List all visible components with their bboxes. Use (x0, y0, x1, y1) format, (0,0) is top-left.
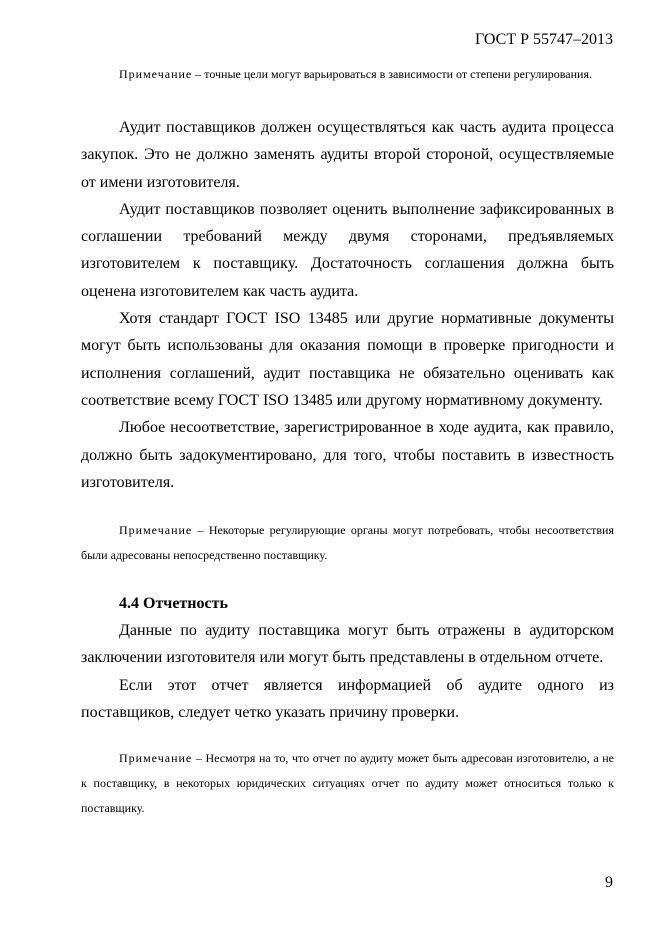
note-2 (81, 518, 614, 568)
note-dash: – (192, 523, 209, 538)
paragraph-3: Хотя стандарт ГОСТ ISO 13485 или другие нормативные документы могут быть использованы для оказания помощи в проверке пригодности и исполнения соглашений, аудит поставщика не обязательно оценивать как соответствие всему ГОСТ ISO 13485 или другому нормативному документу. (81, 310, 614, 409)
note-text: Несмотря на то, что отчет по аудиту может быть адресован изготовителю, а не к поставщику, в некоторых юридических ситуациях отчет по аудиту может относиться только к поставщику. (81, 751, 615, 816)
paragraph-1: Аудит поставщиков должен осуществляться как часть аудита процесса закупок. Это не должно заменять аудиты второй стороной, осуществляемые от имени изготовителя. (81, 119, 614, 191)
paragraph-2: Аудит поставщиков позволяет оценить выполнение зафиксированных в соглашении требований между двумя сторонами, предъявляемых изготовителем к поставщику. Достаточность соглашения должна быть оценена изготовителем как часть аудита. (81, 200, 614, 300)
note-text: точные цели могут варьироваться в зависимости от степени регулирования. (204, 67, 592, 81)
note-dash: – (192, 67, 205, 81)
section-paragraph-1: Данные по аудиту поставщика могут быть отражены в аудиторском заключении изготовителя или могут быть представлены в отдельном отчете. (81, 622, 614, 667)
note-label: Примечание (119, 67, 193, 81)
page-footer (605, 873, 613, 893)
page-number: 9 (605, 874, 613, 891)
note-3 (81, 746, 614, 821)
section-heading: 4.4 Отчетность (119, 595, 228, 613)
note-dash: – (192, 751, 206, 766)
document-id: ГОСТ Р 55747–2013 (475, 31, 613, 48)
note-label: Примечание (119, 523, 193, 538)
page-content (81, 62, 614, 821)
note-label: Примечание (119, 751, 193, 766)
paragraph-4: Любое несоответствие, зарегистрированное в ходе аудита, как правило, должно быть задокументировано, для того, чтобы поставить в известность изготовителя. (81, 419, 614, 491)
document-header (475, 30, 613, 50)
section-paragraph-2: Если этот отчет является информацией об аудите одного из поставщиков, следует четко указать причину проверки. (81, 676, 614, 722)
note-1 (81, 62, 614, 87)
note-text: Некоторые регулирующие органы могут потребовать, чтобы несоответствия были адресованы непосредственно поставщику. (81, 523, 614, 563)
